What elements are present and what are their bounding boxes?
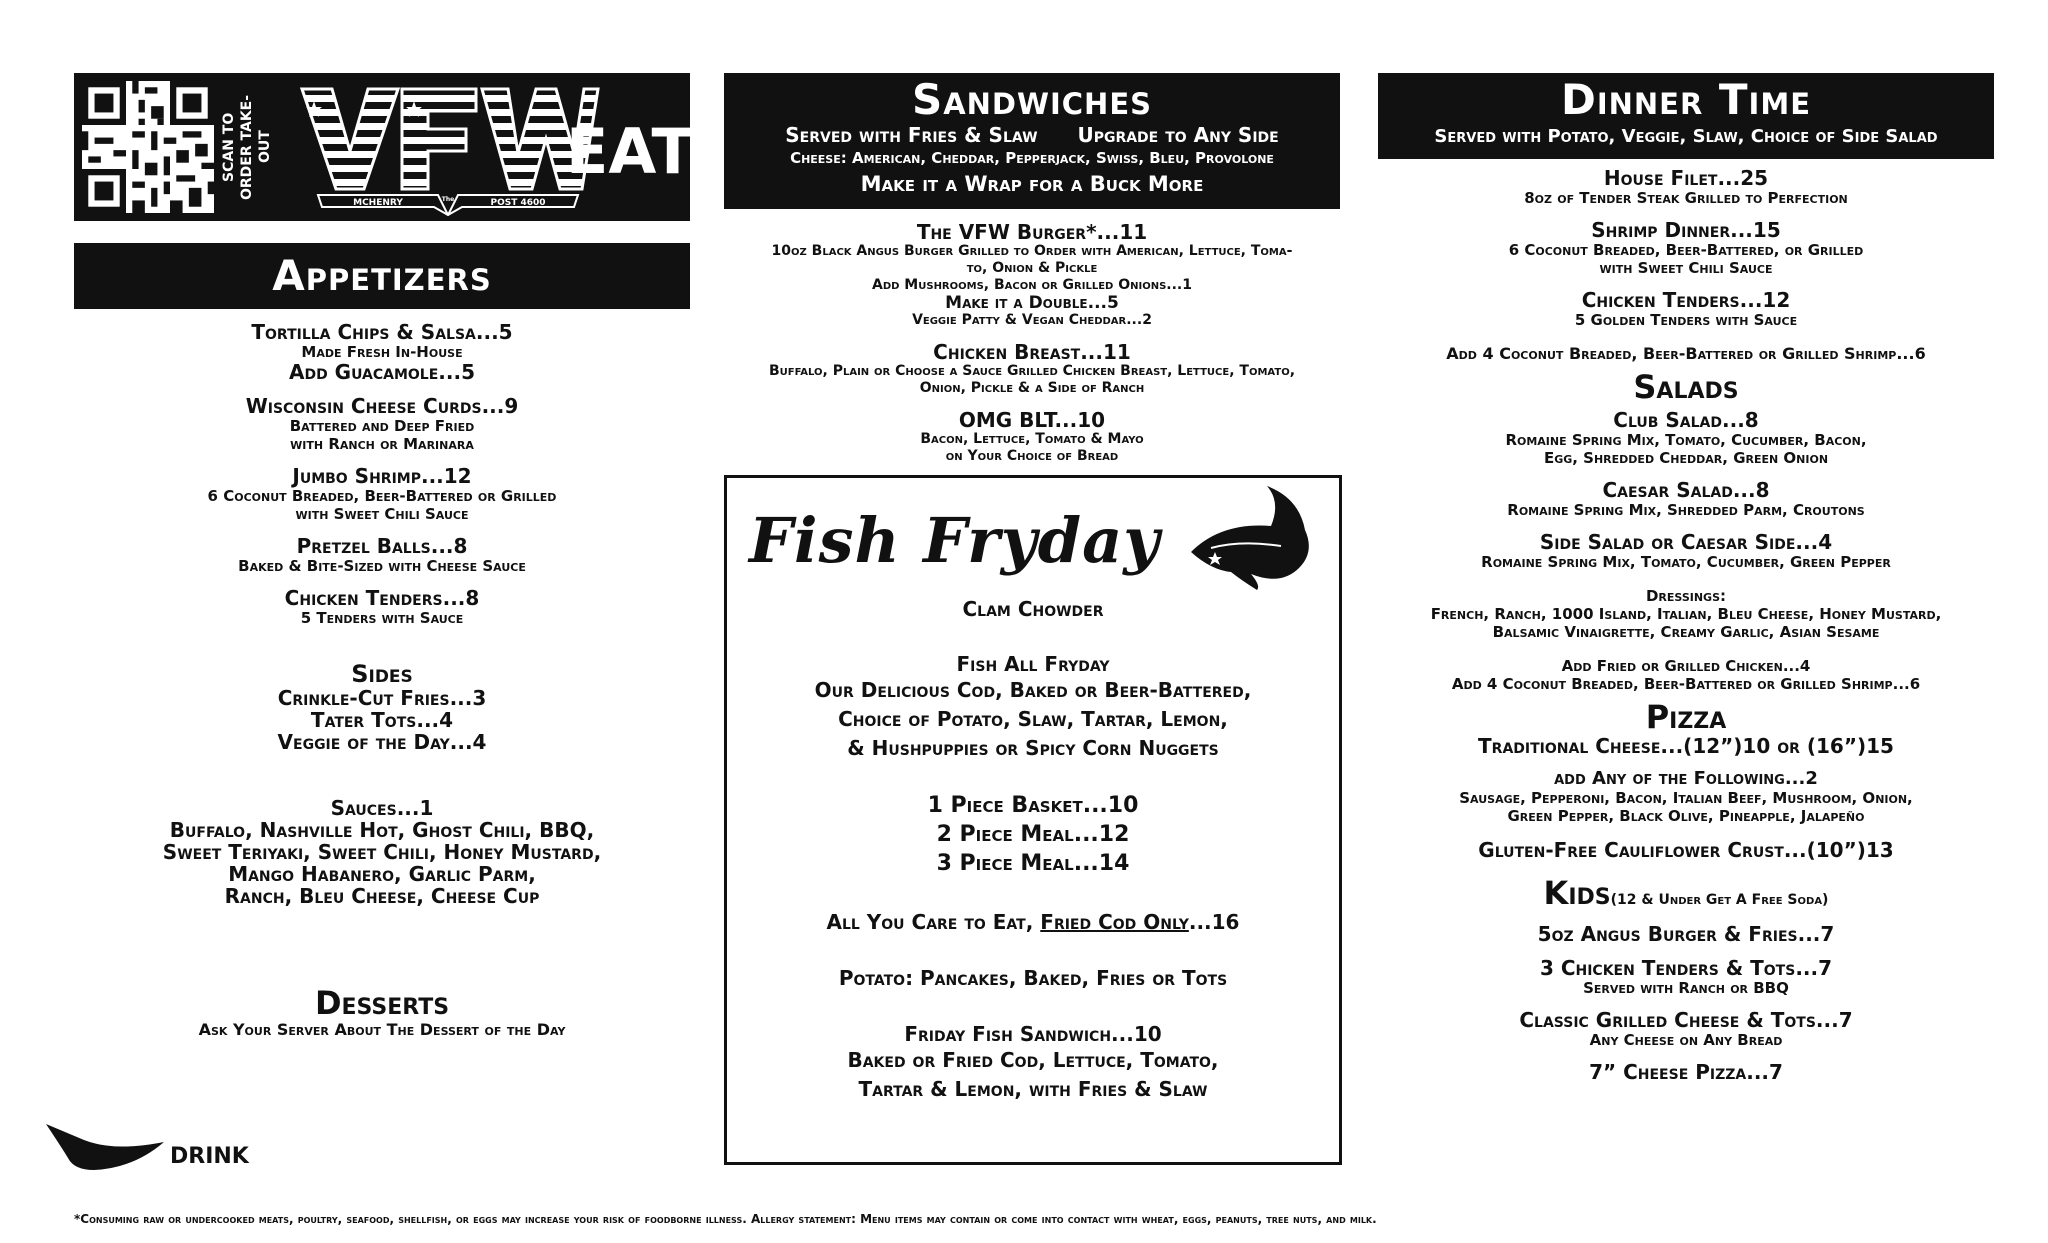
item-name: Tortilla Chips & Salsa...5 [251,320,513,344]
left-column [74,73,694,1039]
sandwiches-sub1b: Upgrade to Any Side [1077,123,1279,147]
logo-banner-left: MCHENRY [353,198,403,208]
desserts-section [74,985,690,1039]
item-desc: Baked & Bite-Sized with Cheese Sauce [238,557,526,575]
item-desc: Romaine Spring Mix, Tomato, Cucumber, Green Pepper [1481,553,1891,571]
fish-icon [1181,482,1321,592]
fish-title-row [727,478,1339,598]
salads-section [1378,369,1994,693]
sauces-list: Buffalo, Nashville Hot, Ghost Chili, BBQ, Sweet Teriyaki, Sweet Chili, Honey Mustard, Mango Habanero, Garlic Parm, Ranch, Bleu Cheese, Cheese Cup [162,818,602,908]
dinner-addon: Add 4 Coconut Breaded, Beer-Battered or Grilled Shrimp...6 [1446,344,1926,363]
list-item [74,395,690,453]
fish-pieces [727,791,1339,878]
ayce-underlined: Fried Cod Only [1040,910,1189,934]
appetizers-title: Appetizers [272,251,492,300]
item-name: Classic Grilled Cheese & Tots...7 [1519,1008,1853,1032]
fish-title: Fish Fryday [749,504,1161,577]
item-name: 3 Chicken Tenders & Tots...7 [1539,956,1833,980]
item-extra: Add Guacamole...5 [288,360,475,384]
list-item: 1 Piece Basket...10 [927,793,1139,818]
sandwiches-sub1a: Served with Fries & Slaw [785,123,1038,147]
sandwiches-title: Sandwiches [911,75,1153,124]
dinner-sub: Served with Potato, Veggie, Slaw, Choice of Side Salad [1434,126,1938,147]
dressings-title: Dressings: [1645,587,1727,605]
drink-label: DRINK [170,1144,249,1169]
logo-header [74,73,694,221]
side-item: Veggie of the Day...4 [277,730,487,754]
item-name: The VFW Burger*...11 [916,220,1148,244]
item-desc: Buffalo, Plain or Choose a Sauce Grilled Chicken Breast, Lettuce, Tomato, Onion, Pickle & a Side of Ranch [768,363,1296,396]
list-item [74,587,690,627]
item-name: Club Salad...8 [1613,408,1759,432]
list-item [1378,289,1994,329]
kids-header [1378,875,1994,911]
item-desc: 5 Tenders with Sauce [300,609,464,627]
list-item [74,535,690,575]
salad-add1: Add Fried or Grilled Chicken...4 [1561,657,1811,675]
item-name: Jumbo Shrimp...12 [292,464,472,488]
middle-column [724,73,1340,1101]
item-name: Shrimp Dinner...15 [1591,218,1781,242]
item-extra2: Veggie Patty & Vegan Cheddar...2 [912,312,1152,328]
fish-sandwich-desc: Baked or Fried Cod, Lettuce, Tomato, Tartar & Lemon, with Fries & Slaw [847,1048,1219,1101]
sandwiches-list [724,221,1340,465]
item-desc: Made Fresh In-House [301,343,463,361]
dressings [1378,587,1994,641]
appetizers-header [74,243,690,309]
arrow-icon [44,1118,164,1174]
clam-chowder: Clam Chowder [962,597,1104,621]
side-item: Crinkle-Cut Fries...3 [277,686,487,710]
item-desc: Romaine Spring Mix, Tomato, Cucumber, Bacon, Egg, Shredded Cheddar, Green Onion [1505,431,1867,467]
list-item [1378,1061,1994,1083]
ayce-pre: All You Care to Eat, [826,910,1041,934]
pizza-add [1378,769,1994,825]
salad-add2: Add 4 Coconut Breaded, Beer-Battered or Grilled Shrimp...6 [1451,675,1921,693]
sauces-section [74,797,690,907]
list-item [74,465,690,523]
item-name: Side Salad or Caesar Side...4 [1539,530,1833,554]
sandwiches-wrap: Make it a Wrap for a Buck More [860,172,1204,196]
pizza-section [1378,699,1994,861]
footer-disclaimer: *Consuming raw or undercooked meats, poultry, seafood, shellfish, or eggs may increase your risk of foodborne illness. Allergy statement: Menu items may contain or come into contact with wheat, eggs, peanuts, tree nuts, and milk. [74,1212,1377,1226]
list-item [1378,409,1994,467]
item-desc: Bacon, Lettuce, Tomato & Mayo on Your Choice of Bread [920,431,1144,464]
fish-all-title: Fish All Fryday [956,652,1110,676]
kids-note: (12 & Under Get A Free Soda) [1610,892,1829,908]
kids-section [1378,875,1994,1083]
pizza-add-title: add Any of the Following...2 [1554,768,1818,789]
item-name: OMG BLT...10 [958,408,1106,432]
dinner-title: Dinner Time [1560,75,1812,124]
salad-addons [1378,657,1994,693]
scan-to-order-text: SCAN TO ORDER TAKE-OUT [221,94,273,200]
list-item [1378,219,1994,277]
fish-fryday-box [724,475,1342,1165]
item-desc: 6 Coconut Breaded, Beer-Battered or Grilled with Sweet Chili Sauce [207,487,557,523]
desserts-desc: Ask Your Server About The Dessert of the Day [198,1020,566,1039]
pizza-title: Pizza [1645,698,1727,736]
item-name: 5oz Angus Burger & Fries...7 [1537,922,1835,946]
list-item [724,341,1340,397]
item-name: Caesar Salad...8 [1602,478,1770,502]
drink-link[interactable] [44,1118,274,1178]
side-item: Tater Tots...4 [310,708,454,732]
ayce-post: ...16 [1188,910,1240,934]
list-item: 2 Piece Meal...12 [936,822,1130,847]
dinner-list [1378,167,1994,363]
pizza-trad: Traditional Cheese...(12”)10 or (16”)15 [1478,734,1894,758]
item-desc: 10oz Black Angus Burger Grilled to Order with American, Lettuce, Toma- to, Onion & Pickle Add Mushrooms, Bacon or Grilled Onions...1 [771,243,1293,293]
dinner-header [1378,73,1994,159]
list-item [74,321,690,383]
item-desc: Battered and Deep Fried with Ranch or Marinara [289,417,475,453]
potato-line: Potato: Pancakes, Baked, Fries or Tots [838,966,1228,990]
fish-all-section [727,652,1339,763]
kids-title: Kids [1543,874,1611,912]
sides-title: Sides [351,660,413,688]
qr-code-icon[interactable] [82,81,214,213]
list-item [724,221,1340,329]
appetizers-list [74,321,690,627]
list-item [724,409,1340,465]
dressings-list: French, Ranch, 1000 Island, Italian, Bleu Cheese, Honey Mustard, Balsamic Vinaigrette, Creamy Garlic, Asian Sesame [1430,605,1942,641]
item-extra: Make it a Double...5 [945,293,1119,313]
item-name: Chicken Breast...11 [933,340,1131,364]
list-item [1378,1009,1994,1049]
item-desc: Romaine Spring Mix, Shredded Parm, Croutons [1507,501,1865,519]
list-item [1378,167,1994,207]
item-desc: 5 Golden Tenders with Sauce [1574,311,1798,329]
item-desc: Any Cheese on Any Bread [1589,1031,1783,1049]
fish-sandwich [727,1022,1339,1104]
sandwiches-sub1 [724,123,1340,147]
eat-label: EAT [566,115,694,188]
desserts-title: Desserts [314,984,450,1022]
sandwiches-header [724,73,1340,209]
fish-sandwich-title: Friday Fish Sandwich...10 [904,1022,1162,1046]
sides-section [74,661,690,753]
item-name: Pretzel Balls...8 [296,534,468,558]
ayce-line [727,910,1339,934]
sandwiches-cheese: Cheese: American, Cheddar, Pepperjack, Swiss, Bleu, Provolone [790,149,1274,167]
item-desc: Served with Ranch or BBQ [1583,979,1789,997]
list-item [1378,479,1994,519]
right-column [1378,73,1994,1083]
logo-banner-mid: The [441,196,455,203]
salads-title: Salads [1633,368,1739,406]
item-desc: 6 Coconut Breaded, Beer-Battered, or Grilled with Sweet Chili Sauce [1508,241,1864,277]
list-item [1378,957,1994,997]
fish-all-desc: Our Delicious Cod, Baked or Beer-Battered, Choice of Potato, Slaw, Tartar, Lemon, & Hushpuppies or Spicy Corn Nuggets [814,678,1252,760]
item-name: House Filet...25 [1603,166,1769,190]
pizza-gf: Gluten-Free Cauliflower Crust...(10”)13 [1478,838,1894,862]
item-desc: 8oz of Tender Steak Grilled to Perfection [1524,189,1848,207]
list-item: 3 Piece Meal...14 [936,851,1130,876]
item-name: Wisconsin Cheese Curds...9 [245,394,519,418]
logo-banner-right: POST 4600 [490,198,546,208]
pizza-add-desc: Sausage, Pepperoni, Bacon, Italian Beef, Mushroom, Onion, Green Pepper, Black Olive, Pineapple, Jalapeño [1459,789,1913,825]
list-item [1378,923,1994,945]
item-name: Chicken Tenders...8 [284,586,480,610]
sauces-title: Sauces...1 [330,796,434,820]
item-name: Chicken Tenders...12 [1581,288,1791,312]
list-item [1378,531,1994,571]
item-name: 7” Cheese Pizza...7 [1589,1060,1783,1084]
